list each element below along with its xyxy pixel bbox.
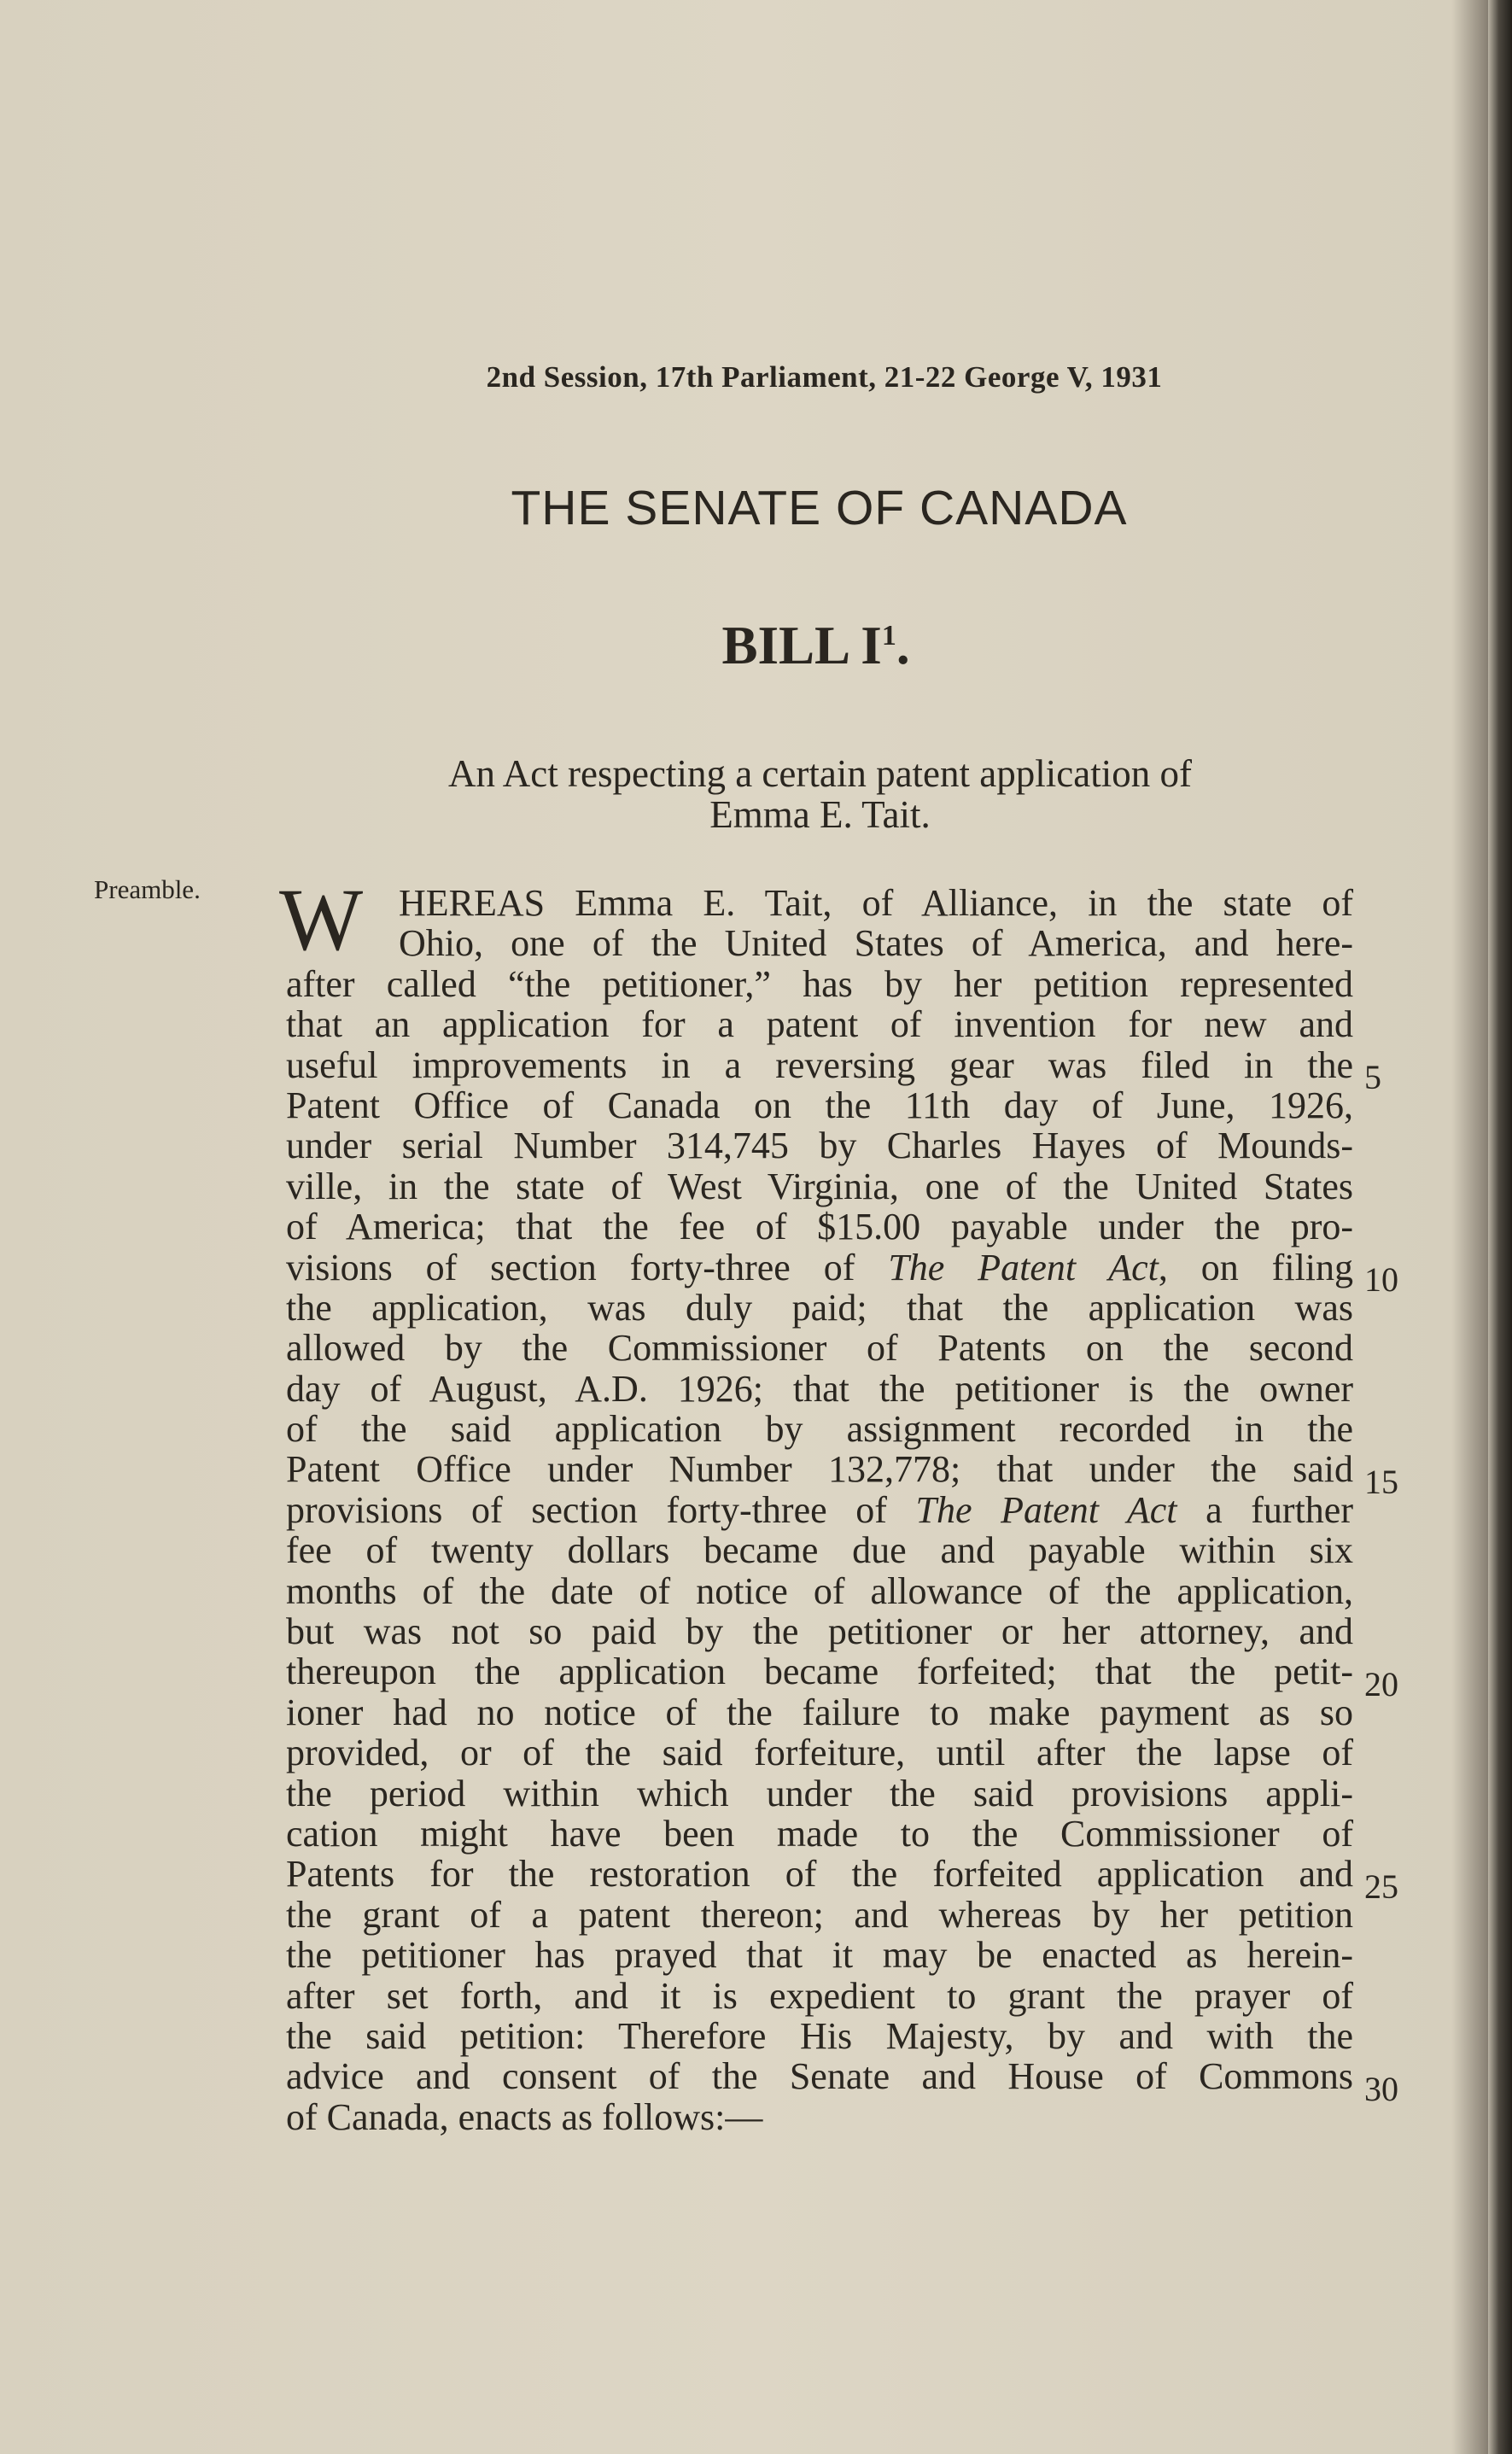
text-line: the petitioner has prayed that it may be enacted as herein-	[286, 1934, 1353, 1977]
text-line: day of August, A.D. 1926; that the petitioner is the owner	[286, 1367, 1353, 1410]
text-line: Patent Office under Number 132,778; that under the said	[286, 1448, 1353, 1491]
text-line: ville, in the state of West Virginia, one of the United States	[286, 1165, 1353, 1207]
text-line: the grant of a patent thereon; and whereas by her petition	[286, 1893, 1353, 1936]
line-number-25: 25	[1364, 1867, 1398, 1906]
text-line: of the said application by assignment recorded in the	[286, 1408, 1353, 1451]
text-line: after called “the petitioner,” has by her petition represented	[286, 962, 1353, 1005]
text-line: provisions of section forty-three of The Patent Act a further	[286, 1488, 1353, 1531]
text-line: advice and consent of the Senate and House of Commons	[286, 2055, 1353, 2098]
line-number-15: 15	[1364, 1463, 1398, 1501]
preamble-margin-note: Preamble.	[94, 874, 201, 904]
bill-label: BILL I	[721, 616, 882, 675]
text-line: Ohio, one of the United States of America, and here-	[399, 922, 1353, 965]
preamble-text	[279, 871, 1354, 2138]
text-line: the said petition: Therefore His Majesty, by and with the	[286, 2014, 1353, 2057]
text-line: the application, was duly paid; that the application was	[286, 1286, 1353, 1329]
text-line: months of the date of notice of allowance of the application,	[286, 1569, 1353, 1612]
text-line: Patent Office of Canada on the 11th day of June, 1926,	[286, 1084, 1353, 1126]
subtitle-line-1: An Act respecting a certain patent application of	[448, 752, 1192, 795]
text-line: ioner had no notice of the failure to make payment as so	[286, 1691, 1353, 1733]
text-line: of America; that the fee of $15.00 payable under the pro-	[286, 1206, 1353, 1248]
bill-suffix: .	[896, 616, 910, 675]
subtitle-line-2: Emma E. Tait.	[709, 793, 931, 836]
text-line: under serial Number 314,745 by Charles Hayes of Mounds-	[286, 1125, 1353, 1167]
text-line: of Canada, enacts as follows:—	[286, 2095, 763, 2138]
text-line: Patents for the restoration of the forfeited application and	[286, 1853, 1353, 1896]
bill-title	[0, 615, 1512, 677]
text-line: useful improvements in a reversing gear was filed in the	[286, 1043, 1353, 1086]
text-line: cation might have been made to the Commissioner of	[286, 1812, 1353, 1855]
line-number-30: 30	[1364, 2070, 1398, 2108]
act-subtitle	[0, 753, 1512, 835]
chamber-title: THE SENATE OF CANADA	[511, 481, 1128, 535]
text-line: fee of twenty dollars became due and payable within six	[286, 1529, 1353, 1572]
text-line: that an application for a patent of invention for new and	[286, 1003, 1353, 1046]
line-number-5: 5	[1364, 1058, 1381, 1096]
line-number-10: 10	[1364, 1260, 1398, 1299]
text-line: provided, or of the said forfeiture, until after the lapse of	[286, 1732, 1353, 1774]
line-number-20: 20	[1364, 1665, 1398, 1703]
text-line: after set forth, and it is expedient to grant the prayer of	[286, 1974, 1353, 2017]
text-line: visions of section forty-three of The Patent Act, on filing	[286, 1246, 1354, 1288]
bill-superscript: 1	[881, 620, 896, 651]
text-line: HEREAS Emma E. Tait, of Alliance, in the state of	[399, 882, 1353, 924]
text-line: the period within which under the said provisions appli-	[286, 1772, 1353, 1814]
session-heading: 2nd Session, 17th Parliament, 21-22 George V, 1931	[486, 360, 1163, 394]
text-line: allowed by the Commissioner of Patents on the second	[286, 1327, 1353, 1370]
text-line: but was not so paid by the petitioner or her attorney, and	[286, 1610, 1353, 1653]
text-line: thereupon the application became forfeited; that the petit-	[286, 1651, 1353, 1693]
dropcap-letter: W	[279, 871, 364, 969]
